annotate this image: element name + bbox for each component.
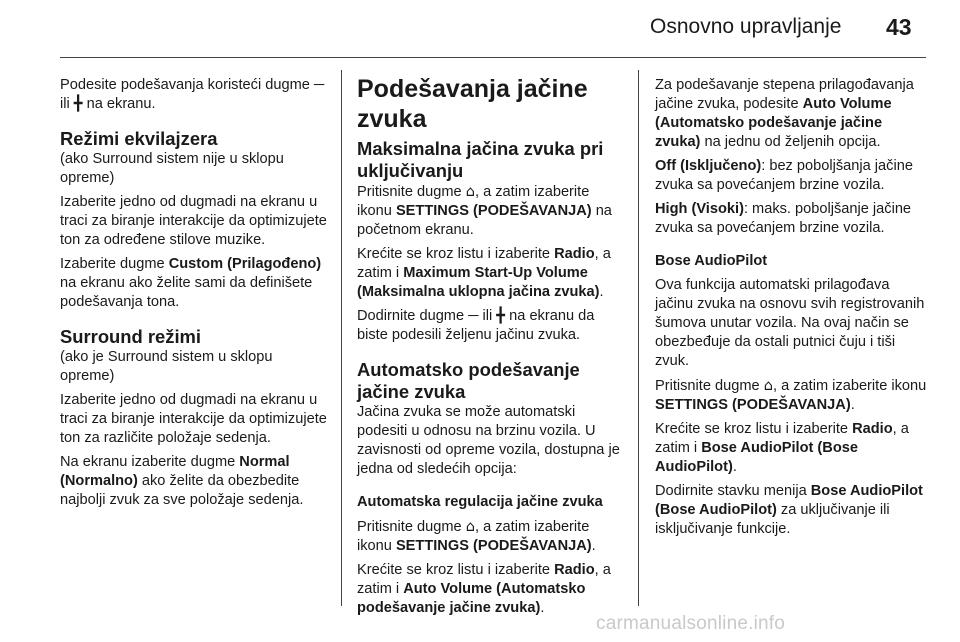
text-run: Izaberite dugme xyxy=(60,256,169,272)
max-volume-heading: Maksimalna jačina zvuka pri uključivanju xyxy=(357,138,604,181)
text-run: , a zatim i xyxy=(357,246,611,281)
text-run: Pritisnite dugme xyxy=(357,519,466,535)
home-icon: ⌂ xyxy=(763,377,773,394)
max-startup-volume-label: Maximum Start-Up Volume (Maksimalna uklopna jačina zvuka) xyxy=(357,265,600,300)
auto-volume-label: Auto Volume (Automatsko podešavanje jačine zvuka) xyxy=(655,96,892,150)
equalizer-note: (ako Surround sistem nije u sklopu opreme) xyxy=(60,151,284,186)
settings-label: SETTINGS (PODEŠAVANJA) xyxy=(655,397,851,413)
max-volume-paragraph-1 xyxy=(357,182,627,240)
auto-volume-heading: Automatsko podešavanje jačine zvuka xyxy=(357,359,580,402)
text-run: , a zatim izaberite ikonu xyxy=(772,378,927,394)
text-run: Krećite se kroz listu i izaberite xyxy=(357,562,555,578)
equalizer-paragraph-1: Izaberite jedno od dugmadi na ekranu u traci za biranje interakcije da optimizujete ton za određene stilove muzike. xyxy=(60,194,327,248)
bose-paragraph-3 xyxy=(655,420,927,477)
custom-button-label: Custom (Prilagođeno) xyxy=(168,256,322,272)
settings-label: SETTINGS (PODEŠAVANJA) xyxy=(395,203,592,219)
text-run: na početnom ekranu. xyxy=(357,203,612,238)
bose-paragraph-2 xyxy=(655,376,927,415)
text-run: . xyxy=(591,538,596,554)
option-high xyxy=(655,200,927,238)
bose-audiopilot-heading: Bose AudioPilot xyxy=(655,253,768,269)
text-run: . xyxy=(732,459,737,475)
equalizer-heading: Režimi ekvilajzera xyxy=(60,128,218,149)
max-volume-paragraph-3: Dodirnite dugme ─ ili ╋ na ekranu da biste podesili željenu jačinu zvuka. xyxy=(357,308,595,343)
bose-audiopilot-menu-label: Bose AudioPilot (Bose AudioPilot) xyxy=(655,483,923,518)
text-run: Za podešavanje stepena prilagođavanja jačine zvuka, podesite xyxy=(655,77,914,112)
text-run: . xyxy=(540,600,545,616)
text-run: : maks. poboljšanje jačine zvuka sa povećanjem brzine vozila. xyxy=(655,201,912,236)
text-run: za uključivanje ili isključivanje funkcije. xyxy=(655,502,890,537)
text-run: Krećite se kroz listu i izaberite xyxy=(357,246,555,262)
column-3 xyxy=(655,76,927,544)
surround-note: (ako je Surround sistem u sklopu opreme) xyxy=(60,349,273,384)
home-icon: ⌂ xyxy=(465,183,475,200)
bose-paragraph-4 xyxy=(655,482,927,539)
page-title: Osnovno upravljanje xyxy=(650,15,842,38)
text-run: Pritisnite dugme xyxy=(655,378,764,394)
text-run: na ekranu ako želite sami da definišete podešavanja tona. xyxy=(60,275,313,310)
surround-heading: Surround režimi xyxy=(60,326,202,347)
surround-paragraph-2 xyxy=(60,453,330,510)
volume-settings-heading: Podešavanja jačine zvuka xyxy=(357,75,588,133)
high-label: High (Visoki) xyxy=(655,201,744,217)
equalizer-paragraph-2 xyxy=(60,255,330,312)
bose-audiopilot-label: Bose AudioPilot (Bose AudioPilot) xyxy=(655,440,858,475)
watermark: carmanualsonline.info xyxy=(596,613,786,634)
text-run: , a zatim izaberite ikonu xyxy=(357,519,590,554)
text-run: Krećite se kroz listu i izaberite xyxy=(655,421,853,437)
option-off xyxy=(655,157,927,195)
column-divider-2 xyxy=(638,70,639,606)
text-run: . xyxy=(850,397,855,413)
surround-paragraph-1: Izaberite jedno od dugmadi na ekranu u traci za biranje interakcije da optimizujete ton za različite položaje sedenja. xyxy=(60,392,327,446)
text-run: , a zatim i xyxy=(655,421,909,456)
column-1 xyxy=(60,76,330,515)
text-run: , a zatim i xyxy=(357,562,611,597)
auto-regulation-paragraph-1 xyxy=(357,517,627,556)
radio-label: Radio xyxy=(852,421,893,437)
intro-paragraph: Podesite podešavanja koristeći dugme ─ ili ╋ na ekranu. xyxy=(60,77,325,112)
text-run: , a zatim izaberite ikonu xyxy=(357,184,590,219)
auto-volume-level-paragraph xyxy=(655,76,927,152)
text-run: : bez poboljšanja jačine zvuka sa povećanjem brzine vozila. xyxy=(655,158,913,193)
auto-volume-paragraph: Jačina zvuka se može automatski podesiti u odnosu na brzinu vozila. U zavisnosti od opreme vozila, dostupna je jedna od sledećih opcija: xyxy=(357,404,620,477)
auto-regulation-heading: Automatska regulacija jačine zvuka xyxy=(357,494,603,510)
radio-label: Radio xyxy=(554,246,595,262)
home-icon: ⌂ xyxy=(465,518,475,535)
max-volume-paragraph-2 xyxy=(357,245,627,302)
header-rule xyxy=(60,57,926,58)
normal-button-label: Normal (Normalno) xyxy=(60,454,290,489)
page-number: 43 xyxy=(886,14,912,40)
off-label: Off (Isključeno) xyxy=(655,158,762,174)
text-run: na jednu od željenih opcija. xyxy=(700,134,881,150)
text-run: Na ekranu izaberite dugme xyxy=(60,454,240,470)
bose-paragraph-1: Ova funkcija automatski prilagođava jačinu zvuka na osnovu svih registrovanih šumova unutar vozila. Na ovaj način se obezbeđuje da ostali putnici čuju i tiši zvuk. xyxy=(655,277,925,369)
radio-label: Radio xyxy=(554,562,595,578)
settings-label: SETTINGS (PODEŠAVANJA) xyxy=(395,538,592,554)
text-run: ako želite da obezbedite najbolji zvuk za sve položaje sedenja. xyxy=(60,473,304,508)
text-run: . xyxy=(599,284,604,300)
column-2 xyxy=(357,74,627,623)
auto-regulation-paragraph-2 xyxy=(357,561,627,618)
text-run: Dodirnite stavku menija xyxy=(655,483,811,499)
auto-volume-label: Auto Volume (Automatsko podešavanje jačine zvuka) xyxy=(357,581,586,616)
text-run: Pritisnite dugme xyxy=(357,184,466,200)
column-divider-1 xyxy=(341,70,342,606)
